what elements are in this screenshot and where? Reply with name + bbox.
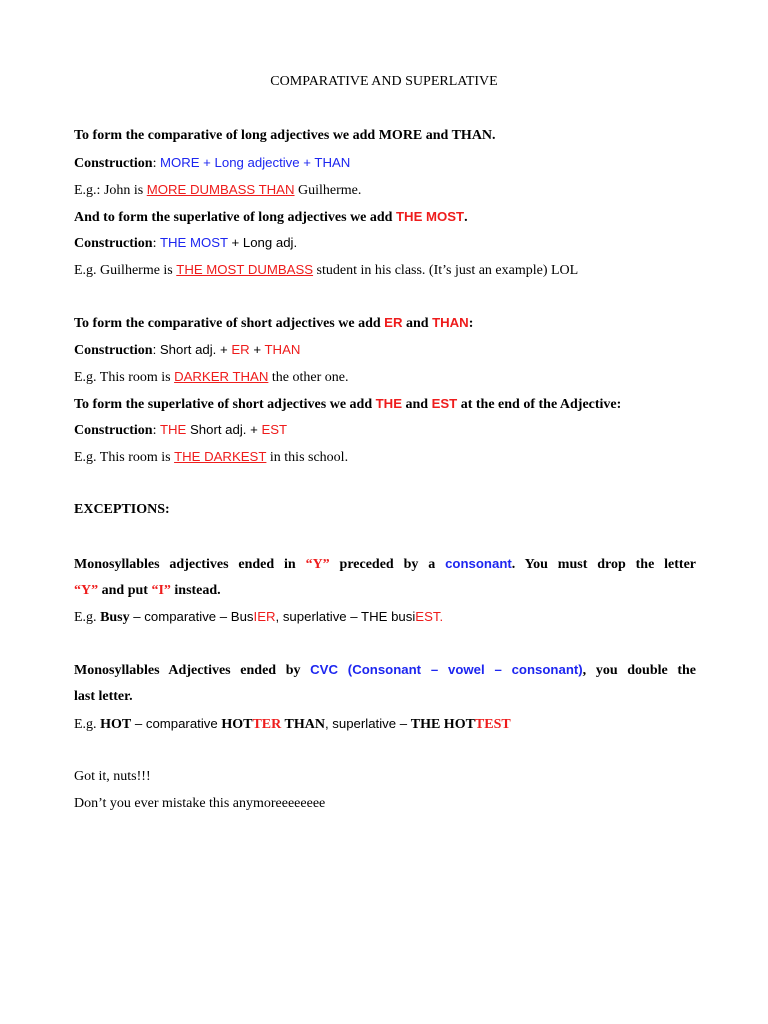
keyword-than: THAN xyxy=(432,315,469,330)
construction-label: Construction xyxy=(74,343,153,358)
example-mid1: – comparative – Bus xyxy=(129,609,254,624)
intro-text: To form the superlative of short adjectives we add xyxy=(74,397,376,412)
keyword-the-most: THE MOST xyxy=(395,209,465,224)
intro-and: and xyxy=(402,316,433,331)
y-rule-letter-y: “Y” xyxy=(305,557,330,572)
construction-formula: MORE + Long adjective + THAN xyxy=(159,155,351,170)
construction-colon: : xyxy=(152,423,160,438)
intro-text: To form the comparative of short adjectives we add xyxy=(74,316,385,331)
keyword-the: THE xyxy=(375,396,402,411)
example-mid2: , superlative – xyxy=(324,716,411,731)
short-comparative-example xyxy=(74,368,348,387)
example-test: TEST xyxy=(474,717,511,732)
construction-label: Construction xyxy=(74,156,153,171)
short-superlative-construction xyxy=(74,421,287,440)
example-word: HOT xyxy=(100,717,132,732)
example-highlight: THE DARKEST xyxy=(174,449,267,464)
construction-start: : Short adj. + xyxy=(152,342,232,357)
example-ter: TER xyxy=(252,717,282,732)
example-suffix: the other one. xyxy=(268,370,349,385)
intro-end: . xyxy=(464,210,468,225)
example-suffix: Guilherme. xyxy=(294,183,362,198)
cvc-rule-cvc: CVC (Consonant – vowel – consonant) xyxy=(310,662,583,677)
exceptions-heading: EXCEPTIONS: xyxy=(74,502,170,517)
example-prefix: E.g.: John is xyxy=(74,183,147,198)
keyword-er: ER xyxy=(384,315,403,330)
construction-the: THE xyxy=(159,422,187,437)
closing-line2: Don’t you ever mistake this anymoreeeeeeee xyxy=(74,796,326,811)
short-superlative-example xyxy=(74,448,348,467)
long-comparative-intro: To form the comparative of long adjectives we add MORE and THAN. xyxy=(74,128,496,143)
example-suffix: in this school. xyxy=(266,450,349,465)
example-word: Busy xyxy=(100,610,130,625)
long-comparative-example xyxy=(74,181,361,200)
cvc-rule-example xyxy=(74,715,511,734)
example-than: THAN xyxy=(281,717,325,732)
keyword-est: EST xyxy=(431,396,458,411)
example-end: . xyxy=(439,609,444,624)
example-hot: HOT xyxy=(221,717,253,732)
example-mid1: – comparative xyxy=(131,716,222,731)
example-prefix: E.g. xyxy=(74,717,101,732)
intro-end: at the end of the Adjective: xyxy=(457,397,622,412)
example-ier: IER xyxy=(253,609,276,624)
construction-mid: Short adj. + xyxy=(186,422,262,437)
colon: : xyxy=(152,236,157,251)
example-suffix: student in his class. (It’s just an example) LOL xyxy=(313,263,579,278)
example-prefix: E.g. Guilherme is xyxy=(74,263,177,278)
y-rule-and: and put xyxy=(98,583,152,598)
example-mid2: , superlative – THE busi xyxy=(275,609,416,624)
example-prefix: E.g. This room is xyxy=(74,370,175,385)
construction-label: Construction xyxy=(74,236,153,251)
construction-keyword: THE MOST xyxy=(159,235,228,250)
y-rule-text1: Monosyllables adjectives ended in xyxy=(74,557,296,572)
y-rule-line2 xyxy=(74,582,221,600)
construction-plus: + xyxy=(249,342,265,357)
y-rule-letter-y2: “Y” xyxy=(74,583,99,598)
cvc-rule-text2: , you double the xyxy=(582,663,697,678)
construction-label: Construction xyxy=(74,423,153,438)
y-rule-example xyxy=(74,608,443,627)
cvc-rule-text1: Monosyllables Adjectives ended by xyxy=(74,663,301,678)
y-rule-consonant: consonant xyxy=(445,556,512,571)
colon: : xyxy=(152,156,157,171)
construction-er: ER xyxy=(231,342,250,357)
long-superlative-intro xyxy=(74,208,468,227)
example-the-hot: THE HOT xyxy=(410,717,475,732)
example-prefix: E.g. xyxy=(74,610,101,625)
intro-text: And to form the superlative of long adjectives we add xyxy=(74,210,396,225)
example-est: EST xyxy=(415,609,440,624)
short-superlative-intro xyxy=(74,395,621,414)
y-rule-text3: . You must drop the letter xyxy=(511,557,696,572)
long-comparative-construction xyxy=(74,154,350,173)
intro-end: : xyxy=(468,316,474,331)
y-rule-letter-i: “I” xyxy=(151,583,171,598)
construction-est: EST xyxy=(261,422,288,437)
intro-and: and xyxy=(402,397,432,412)
cvc-rule-line1 xyxy=(74,661,696,680)
construction-than: THAN xyxy=(264,342,301,357)
y-rule-line1 xyxy=(74,555,696,574)
example-highlight: THE MOST DUMBASS xyxy=(176,262,314,277)
example-highlight: DARKER THAN xyxy=(174,369,269,384)
cvc-rule-line2: last letter. xyxy=(74,689,133,704)
y-rule-text2: preceded by a xyxy=(339,557,436,572)
closing-line1: Got it, nuts!!! xyxy=(74,769,151,784)
short-comparative-intro xyxy=(74,314,473,333)
long-superlative-example xyxy=(74,261,578,280)
example-highlight: MORE DUMBASS THAN xyxy=(146,182,295,197)
long-superlative-construction xyxy=(74,234,297,253)
short-comparative-construction xyxy=(74,341,300,360)
y-rule-end: instead. xyxy=(170,583,221,598)
example-prefix: E.g. This room is xyxy=(74,450,175,465)
construction-rest: + Long adj. xyxy=(227,235,298,250)
page-title: COMPARATIVE AND SUPERLATIVE xyxy=(270,74,498,89)
